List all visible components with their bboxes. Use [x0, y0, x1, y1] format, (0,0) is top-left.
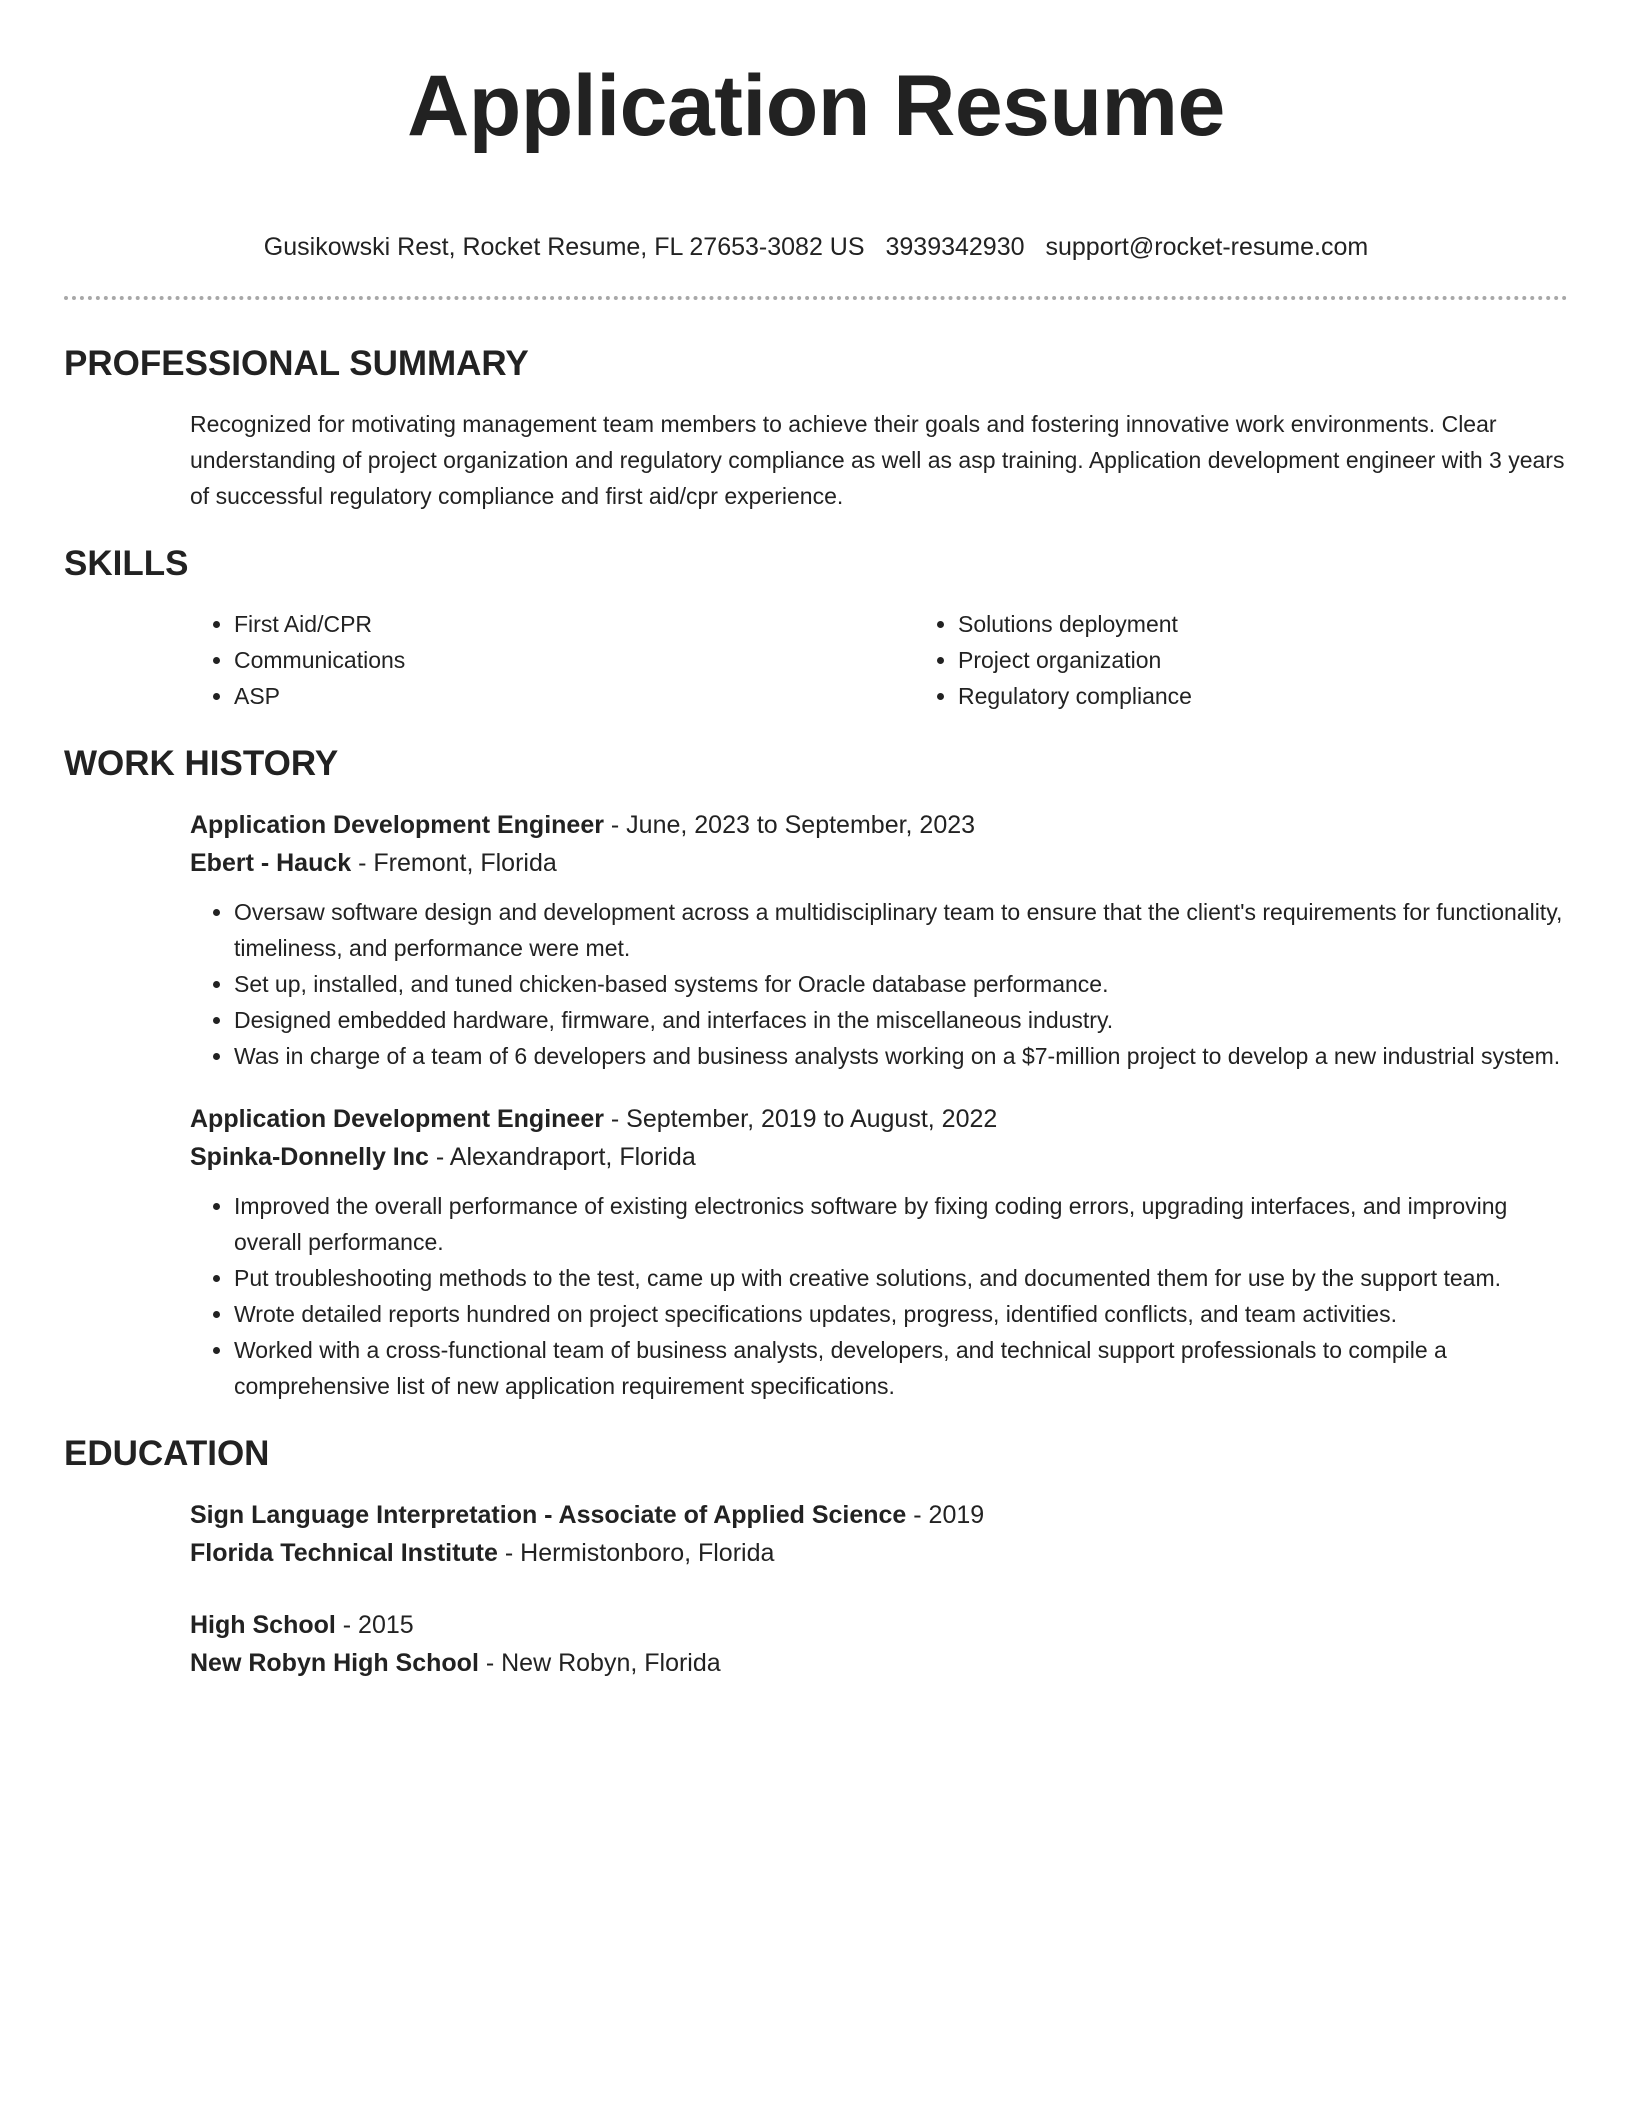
edu-school-line [190, 1644, 1568, 1682]
job-dates: - June, 2023 to September, 2023 [603, 811, 976, 839]
contact-line [64, 232, 1568, 262]
job-bullet: • Set up, installed, and tuned chicken-based systems for Oracle database performance. [234, 966, 1568, 1002]
edu-degree-line [190, 1606, 1568, 1644]
job-title: Application Development Engineer [190, 811, 604, 839]
edu-degree-line [190, 1496, 1568, 1534]
edu-school: New Robyn High School [190, 1649, 479, 1677]
contact-address: Gusikowski Rest, Rocket Resume, FL 27653-3082 US [263, 233, 865, 261]
edu-school: Florida Technical Institute [190, 1539, 498, 1567]
skill-item: • First Aid/CPR [234, 606, 914, 642]
edu-location: - Hermistonboro, Florida [497, 1539, 775, 1567]
education-entry [190, 1496, 1568, 1572]
job-bullet: • Designed embedded hardware, firmware, and interfaces in the miscellaneous industry. [234, 1002, 1568, 1038]
header-divider [64, 296, 1568, 300]
edu-degree: Sign Language Interpretation - Associate of Applied Science [190, 1501, 907, 1529]
skill-item: • Solutions deployment [958, 606, 1192, 642]
job-title-line [190, 1100, 1568, 1138]
job-entry [190, 1100, 1568, 1404]
summary-text: Recognized for motivating management team members to achieve their goals and fostering innovative work environments. Clear understanding of project organization and regulatory compliance as well as asp training. Application development engineer with 3 years of successful regulatory compliance and first aid/cpr experience. [190, 411, 1565, 509]
professional-summary-section [64, 342, 1568, 514]
job-bullet: • Was in charge of a team of 6 developers and business analysts working on a $7-million project to develop a new industrial system. [234, 1038, 1568, 1074]
skills-list-left [190, 606, 914, 714]
skills-section [64, 542, 1568, 714]
edu-year: - 2019 [906, 1501, 985, 1529]
section-heading: SKILLS [64, 544, 189, 583]
job-dates: - September, 2019 to August, 2022 [603, 1105, 998, 1133]
education-entry [190, 1606, 1568, 1682]
skill-item: • Communications [234, 642, 914, 678]
job-title: Application Development Engineer [190, 1105, 604, 1133]
resume-name: Application Resume [407, 58, 1225, 154]
job-bullet: • Oversaw software design and development across a multidisciplinary team to ensure that the client's requirements for functionality, timeliness, and performance were met. [234, 894, 1568, 966]
skills-list-right [914, 606, 1192, 714]
contact-phone: 3939342930 [885, 233, 1025, 261]
job-location: - Fremont, Florida [351, 849, 557, 877]
contact-email: support@rocket-resume.com [1045, 233, 1369, 261]
job-bullet: • Improved the overall performance of existing electronics software by fixing coding errors, upgrading interfaces, and improving overall performance. [234, 1188, 1568, 1260]
skill-item: • Project organization [958, 642, 1192, 678]
section-heading: EDUCATION [64, 1434, 270, 1473]
edu-location: - New Robyn, Florida [478, 1649, 721, 1677]
job-entry [190, 806, 1568, 1074]
education-section [64, 1432, 1568, 1682]
work-history-section [64, 742, 1568, 1404]
job-title-line [190, 806, 1568, 844]
edu-year: - 2015 [335, 1611, 414, 1639]
job-employer-line [190, 844, 1568, 882]
section-heading: WORK HISTORY [64, 744, 339, 783]
edu-degree: High School [190, 1611, 336, 1639]
job-bullet: • Wrote detailed reports hundred on project specifications updates, progress, identified conflicts, and team activities. [234, 1296, 1568, 1332]
job-bullets [190, 1188, 1568, 1404]
job-bullets [190, 894, 1568, 1074]
skill-item: • Regulatory compliance [958, 678, 1192, 714]
job-location: - Alexandraport, Florida [428, 1143, 696, 1171]
job-bullet: • Worked with a cross-functional team of business analysts, developers, and technical support professionals to compile a comprehensive list of new application requirement specifications. [234, 1332, 1568, 1404]
job-employer-line [190, 1138, 1568, 1176]
edu-school-line [190, 1534, 1568, 1572]
section-heading: PROFESSIONAL SUMMARY [64, 344, 529, 383]
job-employer: Ebert - Hauck [190, 849, 352, 877]
skills-columns [190, 606, 1568, 714]
job-bullet: • Put troubleshooting methods to the test, came up with creative solutions, and documented them for use by the support team. [234, 1260, 1568, 1296]
job-employer: Spinka-Donnelly Inc [190, 1143, 429, 1171]
skill-item: • ASP [234, 678, 914, 714]
